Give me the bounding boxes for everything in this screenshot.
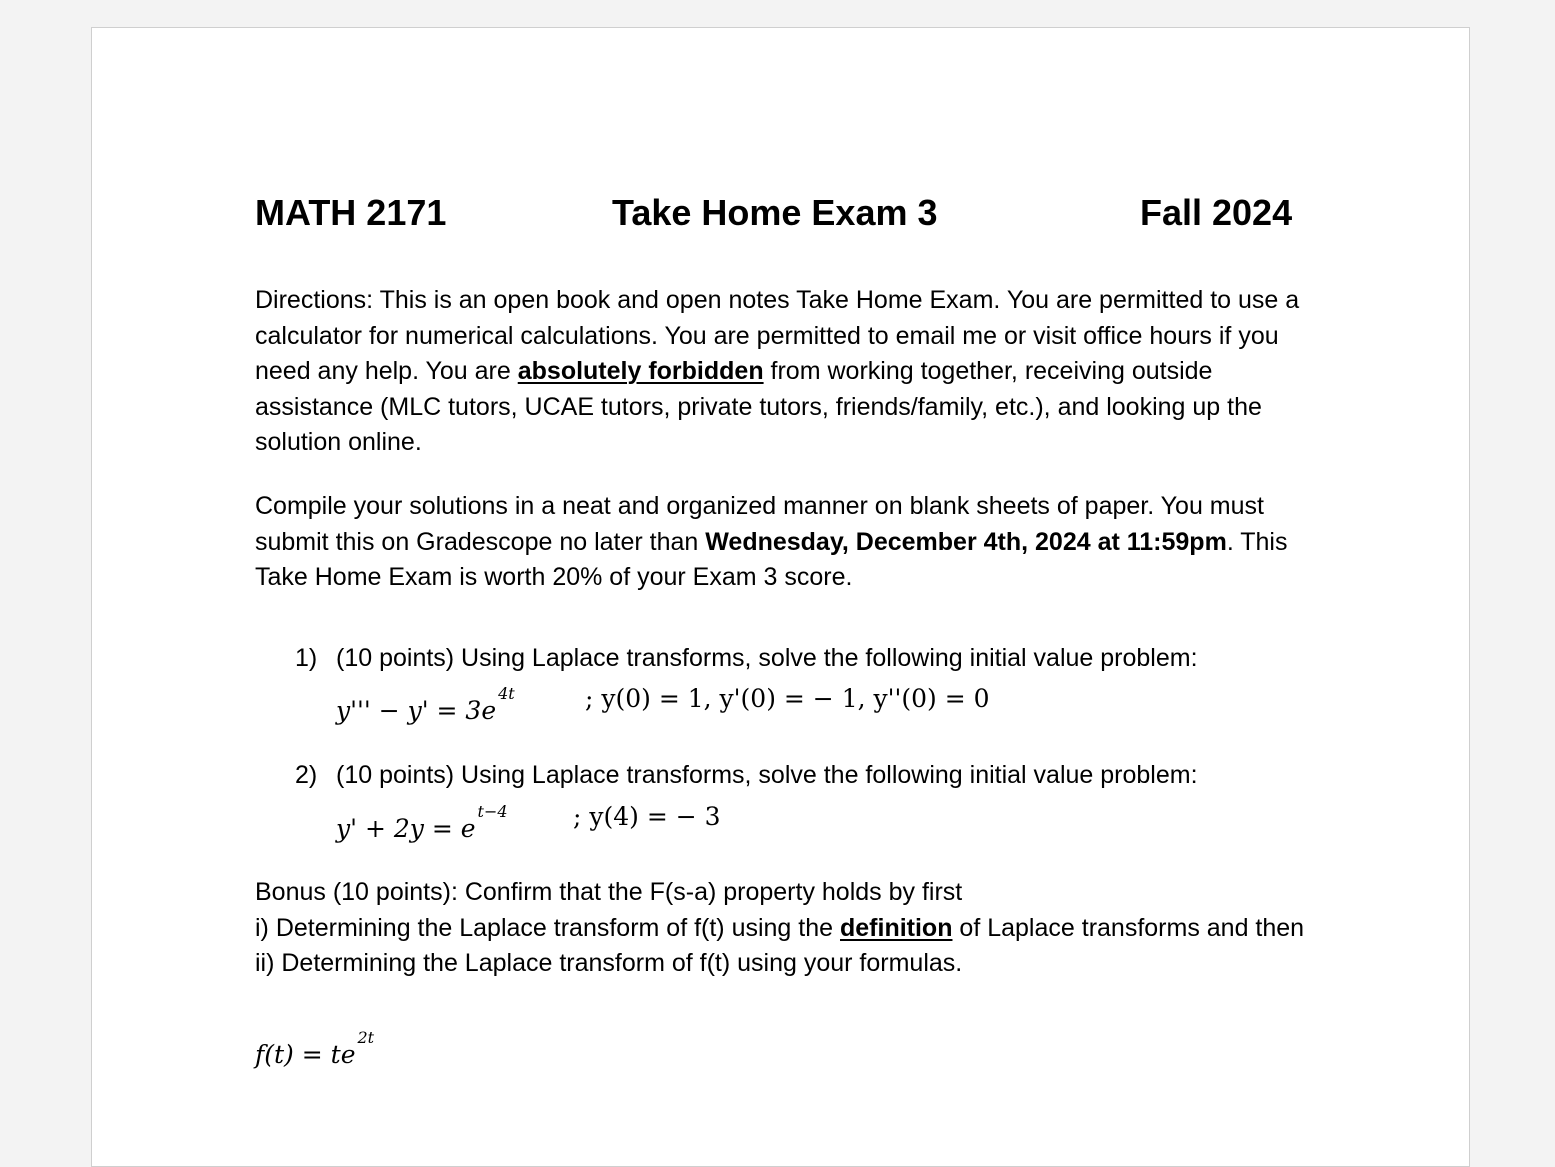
exam-header <box>255 193 1315 239</box>
document-page <box>91 27 1470 1167</box>
compile-rest: . This Take Home Exam is worth 20% of your Exam 3 score. <box>255 527 1288 592</box>
bonus-line-2-intro: i) Determining the Laplace transform of f(t) using the <box>255 913 840 942</box>
problem-1-equation <box>336 684 513 725</box>
directions-paragraph <box>255 283 1315 461</box>
equation-exponent: t−4 <box>477 802 508 821</box>
bonus-function <box>255 1028 375 1069</box>
problem-number: 1) <box>295 644 318 672</box>
course-code: MATH 2171 <box>255 192 447 233</box>
definition-emphasis: definition <box>840 913 953 942</box>
exam-term: Fall 2024 <box>1140 192 1293 233</box>
deadline-text: Wednesday, December 4th, 2024 at 11:59pm <box>705 527 1227 556</box>
equation-exponent: 4t <box>498 684 515 703</box>
problem-1-conditions: ; y(0) = 1, y'(0) = − 1, y''(0) = 0 <box>585 684 990 713</box>
equation-lhs: y' + 2y = e <box>336 814 476 843</box>
problem-text: (10 points) Using Laplace transforms, solve the following initial value problem: <box>336 644 1198 672</box>
function-exponent: 2t <box>357 1028 375 1047</box>
problem-text: (10 points) Using Laplace transforms, solve the following initial value problem: <box>336 761 1198 789</box>
directions-emphasis: absolutely forbidden <box>517 357 764 386</box>
problem-number: 2) <box>295 761 318 789</box>
function-lhs: f(t) = te <box>255 1040 356 1069</box>
equation-lhs: y''' − y' = 3e <box>336 696 497 725</box>
exam-title: Take Home Exam 3 <box>612 192 938 233</box>
compile-intro: Compile your solutions in a neat and organized manner on blank sheets of paper. You must submit this on Gradescope no later than <box>255 492 1264 556</box>
bonus-line-2 <box>255 911 1315 947</box>
problem-2-equation <box>336 802 506 843</box>
directions-rest: from working together, receiving outside assistance (MLC tutors, UCAE tutors, private tutors, friends/family, etc.), and looking up the solution online. <box>255 357 1262 457</box>
compile-paragraph <box>255 489 1315 596</box>
bonus-section <box>255 875 1315 982</box>
bonus-line-1: Bonus (10 points): Confirm that the F(s-a) property holds by first <box>255 878 963 906</box>
problem-2-conditions: ; y(4) = − 3 <box>573 802 721 831</box>
bonus-line-3: ii) Determining the Laplace transform of f(t) using your formulas. <box>255 949 963 978</box>
bonus-line-2-rest: of Laplace transforms and then <box>952 913 1305 942</box>
directions-intro: Directions: This is an open book and open notes Take Home Exam. You are permitted to use a calculator for numerical calculations. You are permitted to email me or visit office hours if you need any help. You are <box>255 286 1300 386</box>
